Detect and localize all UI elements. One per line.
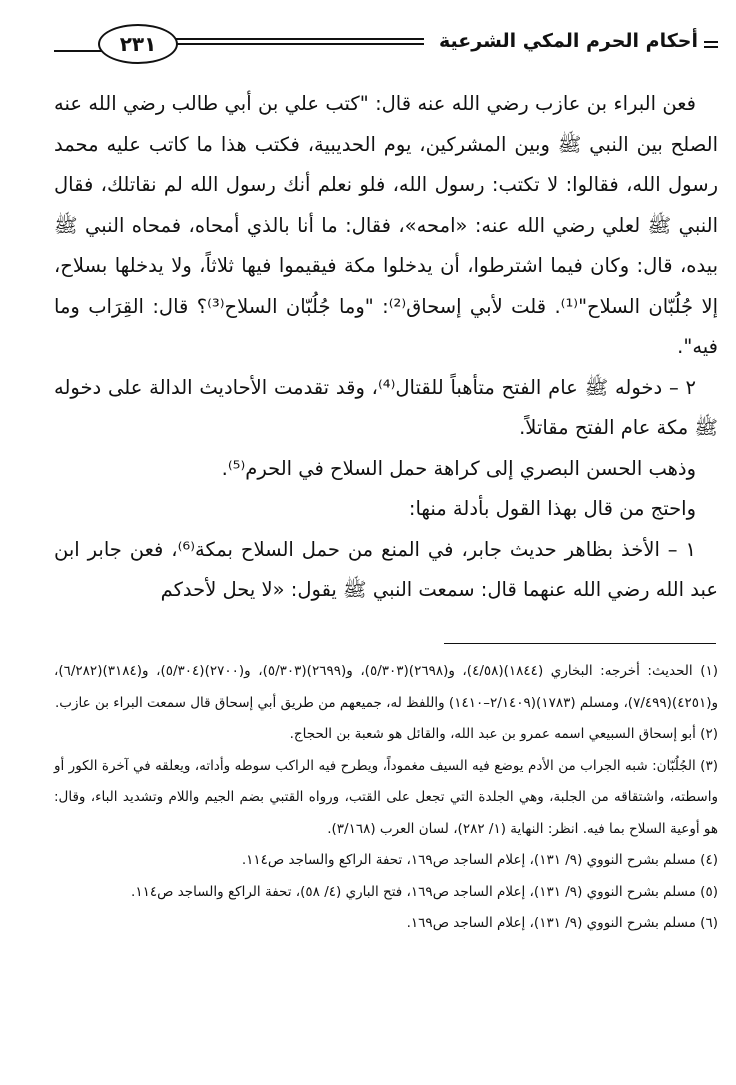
page-number: ٢٣١: [98, 24, 178, 64]
footnote-2: (٢) أبو إسحاق السبيعي اسمه عمرو بن عبد الله، والقائل هو شعبة بن الحجاج.: [289, 726, 718, 742]
body-text: [54, 84, 718, 611]
paragraph-hasan-basri: وذهب الحسن البصري إلى كراهة حمل السلاح في الحرم⁽⁵⁾.: [221, 456, 696, 480]
header-dash-mark: [704, 41, 718, 51]
paragraph-hadith-bara: فعن البراء بن عازب رضي الله عنه قال: "كتب علي بن أبي طالب رضي الله عنه الصلح بين النبي ﷺ وبين المشركين، يوم الحديبية، فكتب هذا ما كاتب عليه محمد رسول الله، فقالوا: لا تكتب: رسول الله، فلو نعلم أنك رسول الله لم نقاتلك، فقال النبي ﷺ لعلي رضي الله عنه: «امحه»، فقال: ما أنا بالذي أمحاه، فمحاه النبي ﷺ بيده، قال: وكان فيما اشترطوا، أن يدخلوا مكة فيقيموا فيها ثلاثاً، ولا يدخلها بسلاح، إلا جُلُبّان السلاح"⁽¹⁾. قلت لأبي إسحاق⁽²⁾: "وما جُلُبّان السلاح⁽³⁾؟ قال: القِرَاب وما فيه".: [54, 92, 719, 358]
header-oval-tail: [54, 50, 102, 52]
footnote-separator: [444, 643, 716, 644]
footnotes: [54, 656, 718, 940]
footnote-3: (٣) الجُلُبّان: شبه الجراب من الأدم يوضع فيه السيف مغموداً، ويطرح فيه الراكب سوطه وأداته، ويعلقه في آخرة الكور أو واسطته، واشتقاقه من الجلبة، وهي الجلدة التي تجعل على القتب، ورواه القتبي بضم الجيم واللام وتشديد الباء، وقال: هو أوعية السلاح بما فيه. انظر: النهاية (١/ ٢٨٢)، لسان العرب (٣/١٦٨).: [54, 757, 718, 837]
running-header: [54, 24, 718, 68]
paragraph-point-2: ٢ – دخوله ﷺ عام الفتح متأهباً للقتال⁽⁴⁾، وقد تقدمت الأحاديث الدالة على دخوله ﷺ مكة عام الفتح مقاتلاً.: [54, 375, 718, 439]
footnote-6: (٦) مسلم بشرح النووي (٩/ ١٣١)، إعلام الساجد ص١٦٩.: [406, 915, 718, 931]
paragraph-evidence-intro: واحتج من قال بهذا القول بأدلة منها:: [408, 497, 696, 520]
paragraph-point-1: ١ – الأخذ بظاهر حديث جابر، في المنع من حمل السلاح بمكة⁽⁶⁾، فعن جابر ابن عبد الله رضي الله عنهما قال: سمعت النبي ﷺ يقول: «لا يحل لأحدكم: [54, 537, 718, 601]
footnote-1: (١) الحديث: أخرجه: البخاري (١٨٤٤)(٤/٥٨)، و(٢٦٩٨)(٥/٣٠٣)، و(٢٦٩٩)(٥/٣٠٣)، و(٢٧٠٠)(٥/٣٠٤)، و(٣١٨٤)(٦/٢٨٢)، و(٤٢٥١)(٧/٤٩٩)، ومسلم (١٧٨٣)(٢/١٤٠٩–١٤١٠) واللفظ له، جميعهم من طريق أبي إسحاق قال سمعت البراء بن عازب.: [54, 663, 719, 711]
book-title: أحكام الحرم المكي الشرعية: [439, 30, 698, 52]
footnote-5: (٥) مسلم بشرح النووي (٩/ ١٣١)، إعلام الساجد ص١٦٩، فتح الباري (٤/ ٥٨)، تحفة الراكع والساجد ص١١٤.: [131, 883, 718, 900]
header-double-rule: [168, 38, 424, 45]
footnote-4: (٤) مسلم بشرح النووي (٩/ ١٣١)، إعلام الساجد ص١٦٩، تحفة الراكع والساجد ص١١٤.: [241, 852, 718, 868]
